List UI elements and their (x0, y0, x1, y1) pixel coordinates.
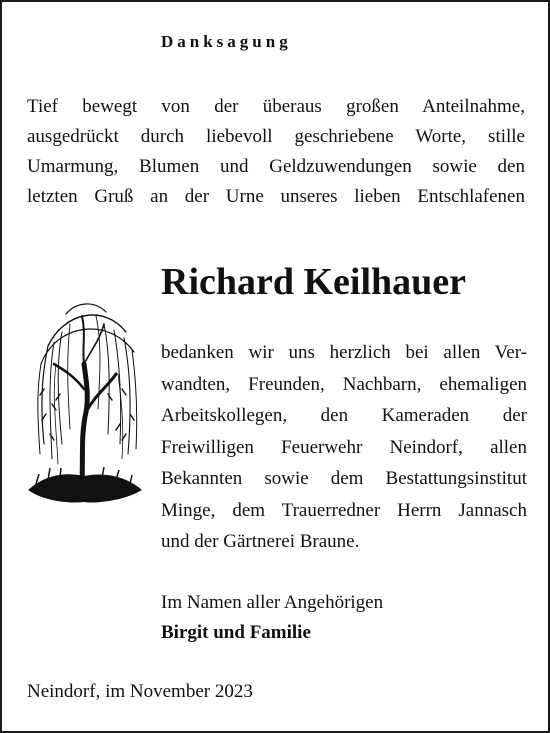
intro-line: Umarmung, Blumen und Geldzuwendungen sowie den (27, 156, 525, 177)
notice-heading: Danksagung (161, 32, 292, 51)
place-and-date: Neindorf, im November 2023 (27, 681, 253, 702)
thanks-line: Freiwilligen Feuerwehr Neindorf, allen (161, 436, 527, 458)
thanks-paragraph (161, 337, 527, 558)
intro-paragraph (27, 92, 525, 212)
thanks-line: bedanken wir uns herzlich bei allen Ver- (161, 342, 527, 363)
thanks-line: Bekannten sowie dem Bestattungsinstitut (161, 468, 527, 489)
thanks-line: Arbeitskollegen, den Kameraden der (161, 405, 527, 426)
on-behalf-text: Im Namen aller Angehörigen (161, 592, 384, 613)
thanks-line: Minge, dem Trauerredner Herrn Jannasch (161, 499, 527, 521)
signatory: Birgit und Familie (161, 622, 311, 643)
thanks-line: und der Gärtnerei Braune. (161, 531, 360, 552)
intro-line: Tief bewegt von der überaus großen Anteilnahme, (27, 96, 525, 117)
intro-line: ausgedrückt durch liebevoll geschriebene Worte, stille (27, 126, 525, 147)
weeping-willow-tree-icon (26, 294, 144, 509)
deceased-name: Richard Keilhauer (161, 261, 467, 303)
intro-line: letzten Gruß an der Urne unseres lieben Entschlafenen (27, 186, 525, 207)
thanks-line: wandten, Freunden, Nachbarn, ehemaligen (161, 373, 527, 395)
